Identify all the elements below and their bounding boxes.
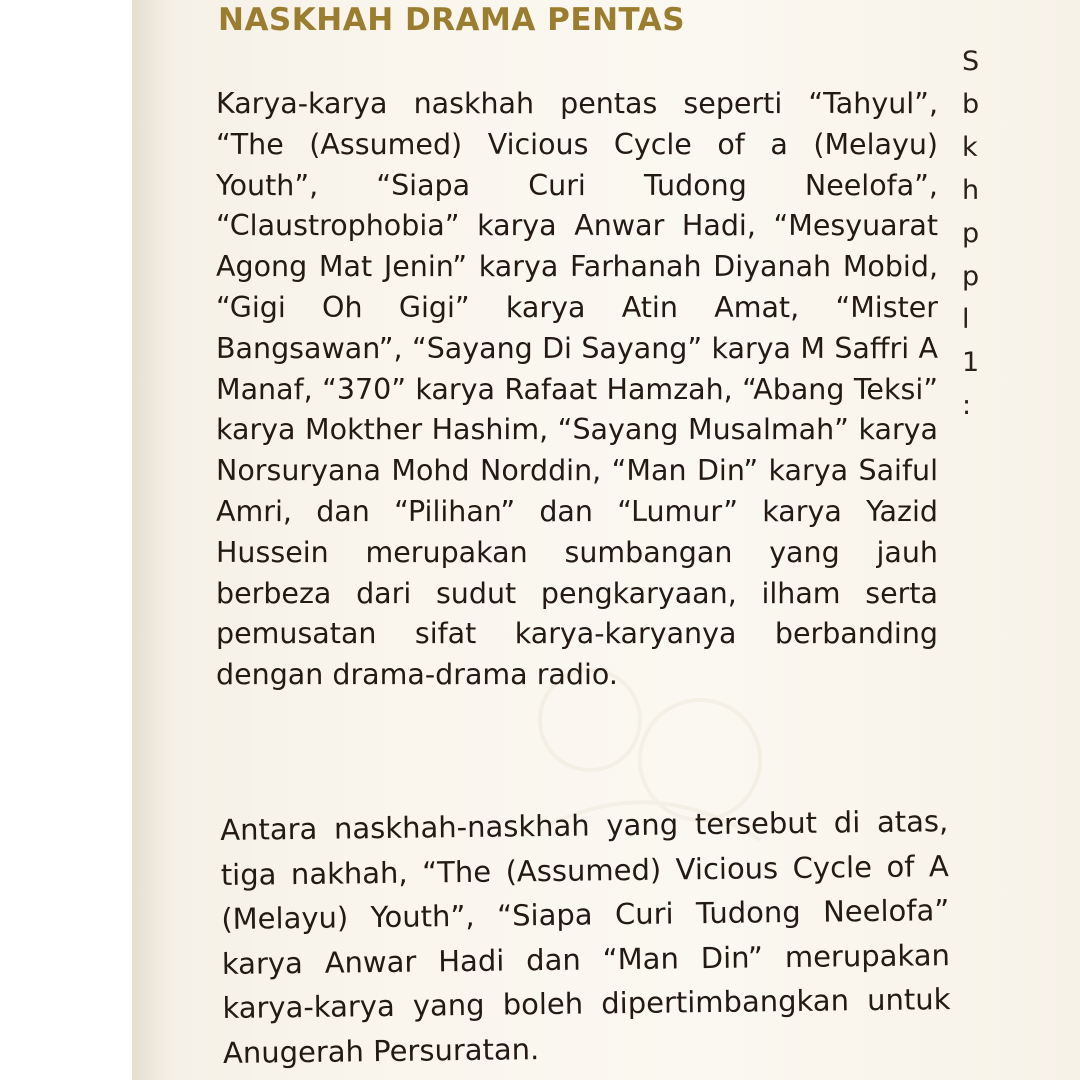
cutoff-fragment: : — [962, 390, 972, 421]
cutoff-fragment: h — [962, 175, 980, 206]
cutoff-fragment: p — [962, 261, 980, 292]
page-gutter-shadow — [132, 0, 172, 1080]
cutoff-fragment: b — [962, 89, 980, 120]
body-paragraph-2: Antara naskhah-naskhah yang tersebut di atas, tiga nakhah, “The (Assumed) Vicious Cycle of A (Melayu) Youth”, “Siapa Curi Tudong Neelofa” karya Anwar Hadi dan “Man Din” merupakan karya-karya yang boleh dipertimbangkan untuk Anugerah Persuratan. — [220, 804, 951, 1070]
cutoff-fragment: S — [962, 46, 980, 77]
cutoff-fragment: p — [962, 218, 980, 249]
body-paragraph-1: Karya-karya naskhah pentas seperti “Tahyul”, “The (Assumed) Vicious Cycle of a (Melayu) Youth”, “Siapa Curi Tudong Neelofa”, “Claustrophobia” karya Anwar Hadi, “Mesyuarat Agong Mat Jenin” karya Farhanah Diyanah Mobid, “Gigi Oh Gigi” karya Atin Amat, “Mister Bangsawan”, “Sayang Di Sayang” karya M Saffri A Manaf, “370” karya Rafaat Hamzah, “Abang Teksi” karya Mokther Hashim, “Sayang Musalmah” karya Norsuryana Mohd Norddin, “Man Din” karya Saiful Amri, dan “Pilihan” dan “Lumur” karya Yazid Hussein merupakan sumbangan yang jauh berbeza dari sudut pengkaryaan, ilham serta pemusatan sifat karya-karyanya berbanding dengan drama-drama radio. — [216, 87, 938, 692]
cutoff-fragment: 1 — [962, 347, 980, 378]
adjacent-column-cutoff — [962, 40, 1002, 427]
cutoff-fragment: k — [962, 132, 978, 163]
cutoff-fragment: l — [962, 304, 970, 335]
section-heading: NASKHAH DRAMA PENTAS — [218, 2, 686, 38]
